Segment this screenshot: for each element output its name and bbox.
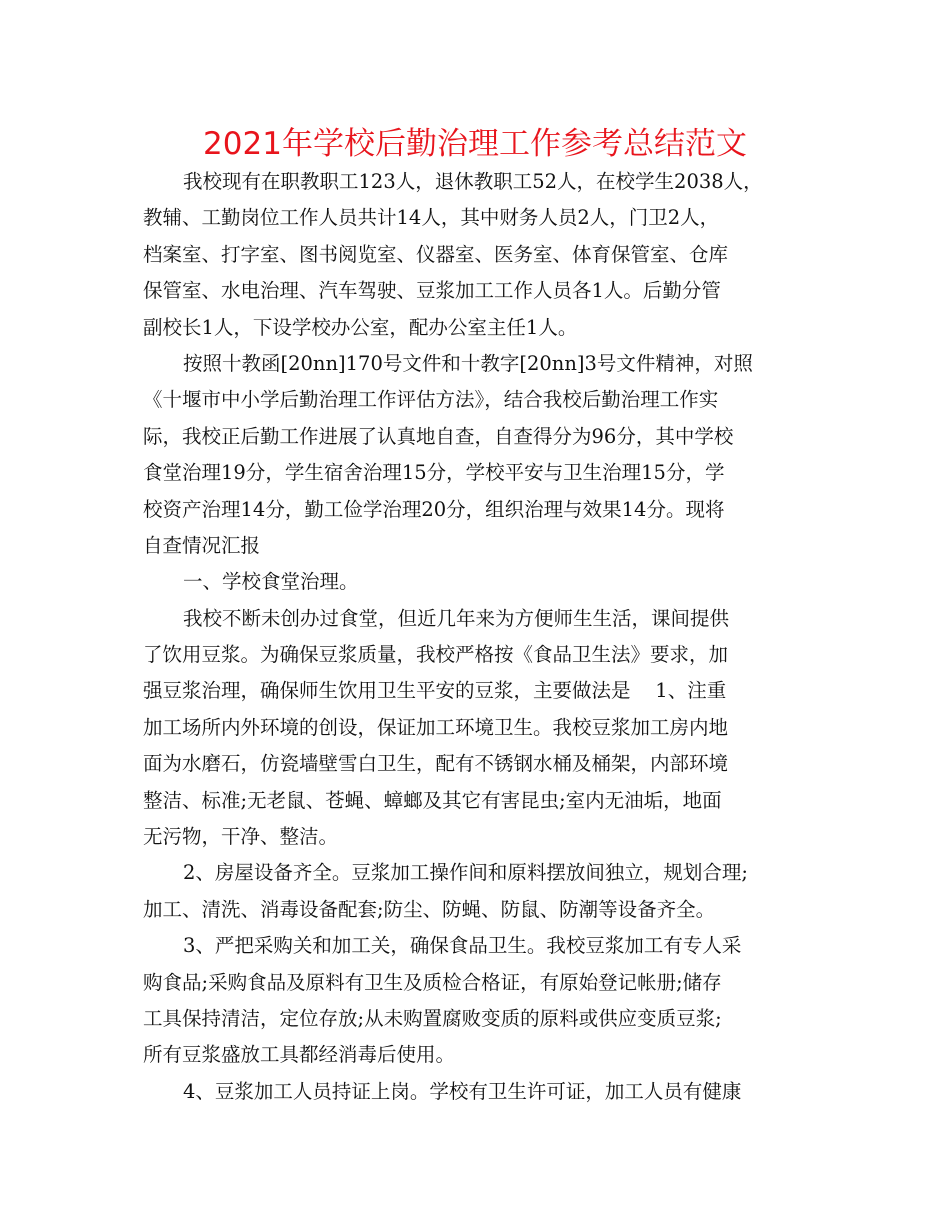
text-line: 无污物，干净、整洁。 bbox=[143, 825, 339, 849]
document-body bbox=[143, 164, 815, 1110]
text-line: 一、学校食堂治理。 bbox=[183, 570, 359, 594]
text-line: 我校不断未创办过食堂，但近几年来为方便师生生活，课间提供 bbox=[183, 606, 730, 630]
text-line: 购食品;采购食品及原料有卫生及质检合格证，有原始登记帐册;储存 bbox=[143, 970, 722, 994]
text-line: 4、豆浆加工人员持证上岗。学校有卫生许可证，加工人员有健康 bbox=[183, 1079, 742, 1103]
text-line: 副校长1人，下设学校办公室，配办公室主任1人。 bbox=[143, 315, 578, 339]
text-line: 2、房屋设备齐全。豆浆加工操作间和原料摆放间独立，规划合理; bbox=[183, 861, 748, 885]
text-line: 保管室、水电治理、汽车驾驶、豆浆加工工作人员各1人。后勤分管 bbox=[143, 279, 721, 303]
text-line: 强豆浆治理，确保师生饮用卫生平安的豆浆，主要做法是 1、注重 bbox=[143, 679, 727, 703]
text-line: 教辅、工勤岗位工作人员共计14人，其中财务人员2人，门卫2人， bbox=[143, 206, 720, 230]
text-line: 3、严把采购关和加工关，确保食品卫生。我校豆浆加工有专人采 bbox=[183, 934, 742, 958]
text-line: 面为水磨石，仿瓷墙壁雪白卫生，配有不锈钢水桶及桶架，内部环境 bbox=[143, 752, 729, 776]
text-line: 整洁、标准;无老鼠、苍蝇、蟑螂及其它有害昆虫;室内无油垢，地面 bbox=[143, 788, 722, 812]
document-title: 2021年学校后勤治理工作参考总结范文 bbox=[203, 126, 747, 162]
text-line: 自查情况汇报 bbox=[143, 533, 261, 557]
text-line: 我校现有在职教职工123人，退休教职工52人，在校学生2038人， bbox=[183, 170, 763, 193]
text-line: 所有豆浆盛放工具都经消毒后使用。 bbox=[143, 1043, 456, 1067]
text-line: 档案室、打字室、图书阅览室、仪器室、医务室、体育保管室、仓库 bbox=[143, 242, 729, 266]
text-line: 《十堰市中小学后勤治理工作评估方法》，结合我校后勤治理工作实 bbox=[143, 388, 719, 412]
text-line: 工具保持清洁，定位存放;从未购置腐败变质的原料或供应变质豆浆; bbox=[143, 1006, 722, 1030]
text-line: 校资产治理14分，勤工俭学治理20分，组织治理与效果14分。现将 bbox=[143, 497, 725, 521]
text-line: 了饮用豆浆。为确保豆浆质量，我校严格按《食品卫生法》要求，加 bbox=[143, 643, 729, 667]
text-line: 按照十教函[20nn]170号文件和十教字[20nn]3号文件精神，对照 bbox=[183, 351, 753, 375]
text-line: 际，我校正后勤工作进展了认真地自查，自查得分为96分，其中学校 bbox=[143, 424, 734, 448]
text-line: 加工场所内外环境的创设，保证加工环境卫生。我校豆浆加工房内地 bbox=[143, 715, 729, 739]
text-line: 食堂治理19分，学生宿舍治理15分，学校平安与卫生治理15分，学 bbox=[143, 461, 725, 485]
text-line: 加工、清洗、消毒设备配套;防尘、防蝇、防鼠、防潮等设备齐全。 bbox=[143, 897, 716, 921]
